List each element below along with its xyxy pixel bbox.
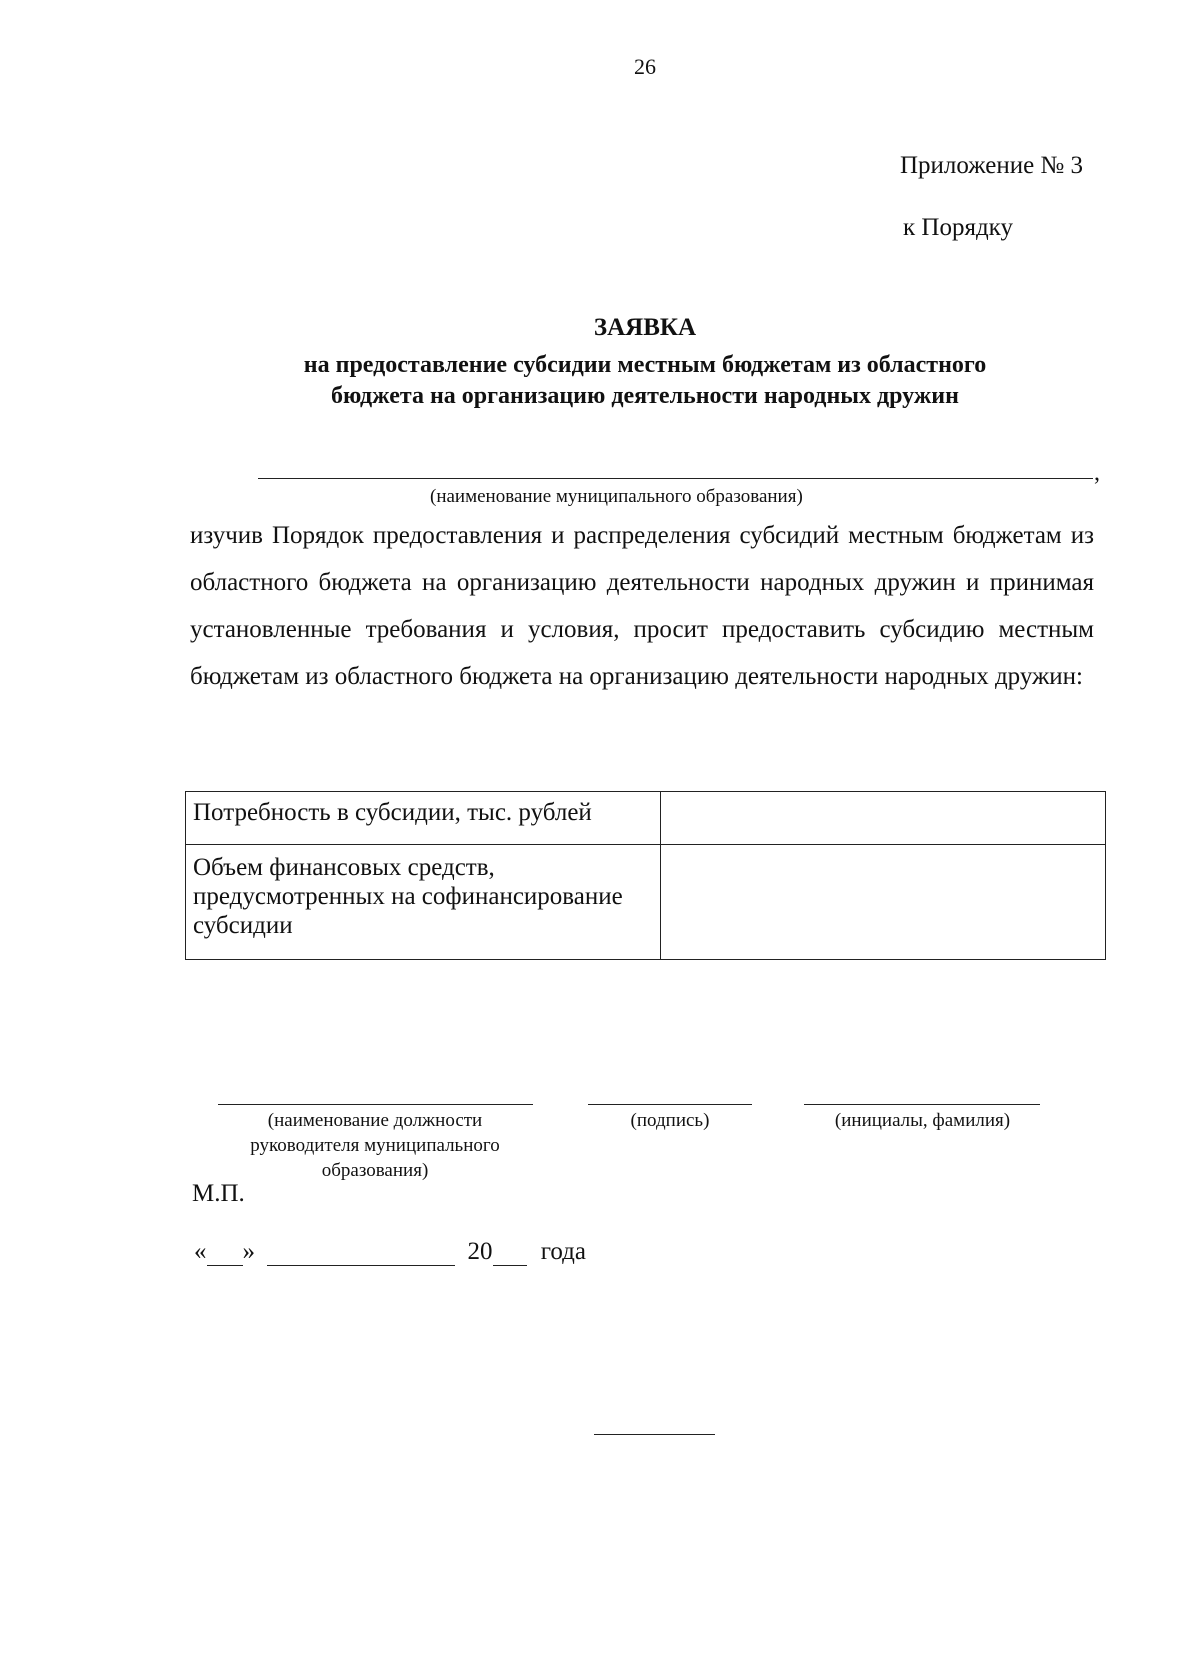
date-close-quote: » (242, 1238, 255, 1265)
appendix-reference: к Порядку (903, 214, 1013, 241)
name-caption: (инициалы, фамилия) (834, 1110, 1011, 1131)
table-row (186, 792, 1106, 845)
table-cell-value[interactable] (661, 792, 1106, 845)
table-cell-label: Объем финансовых средств, предусмотренных на софинансирование субсидии (186, 845, 661, 960)
municipality-comma: , (1094, 460, 1100, 486)
position-signature-line[interactable] (218, 1104, 533, 1105)
subtitle-line-2: бюджета на организацию деятельности народных дружин (331, 383, 959, 409)
position-caption: (наименование должности руководителя муниципального образования) (250, 1110, 500, 1181)
table-row (186, 845, 1106, 960)
document-title: ЗАЯВКА (593, 314, 697, 341)
signature-line[interactable] (588, 1104, 752, 1105)
municipality-caption: (наименование муниципального образования) (430, 486, 803, 507)
table-cell-label: Потребность в субсидии, тыс. рублей (186, 792, 661, 845)
name-signature-line[interactable] (804, 1104, 1040, 1105)
date-day-field[interactable] (207, 1241, 243, 1266)
end-divider (594, 1434, 715, 1435)
municipality-name-field[interactable] (258, 478, 1093, 479)
date-year-prefix: 20 (467, 1238, 493, 1265)
page-number: 26 (634, 54, 656, 79)
signature-caption: (подпись) (630, 1110, 710, 1131)
stamp-label: М.П. (192, 1180, 245, 1207)
appendix-label: Приложение № 3 (900, 152, 1084, 179)
date-year-suffix: года (540, 1238, 586, 1265)
body-paragraph: изучив Порядок предоставления и распределения субсидий местным бюджетам из областного бюджета на организацию деятельности народных дружин и принимая установленные требования и условия, просит предоставить субсидию местным бюджетам из областного бюджета на организацию деятельности народных дружин: (190, 522, 1094, 690)
date-year-field[interactable] (493, 1241, 527, 1266)
date-line (194, 1238, 586, 1266)
date-month-field[interactable] (267, 1241, 455, 1266)
date-open-quote: « (194, 1238, 207, 1265)
subsidy-table (185, 791, 1106, 960)
subtitle-line-1: на предоставление субсидии местным бюджетам из областного (303, 352, 987, 378)
table-cell-value[interactable] (661, 845, 1106, 960)
document-subtitle (0, 350, 1200, 412)
